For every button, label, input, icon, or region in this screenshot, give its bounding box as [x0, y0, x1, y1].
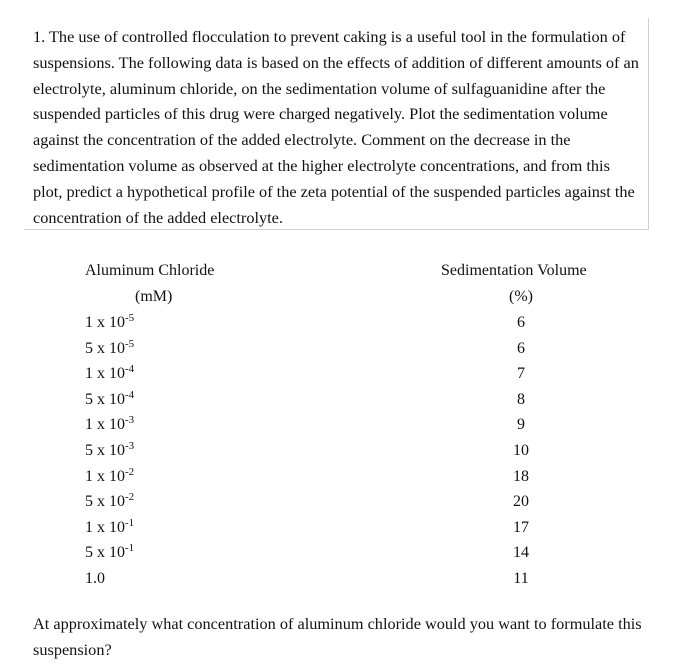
concentration-cell	[85, 438, 285, 464]
concentration-mantissa: 5 x 10	[85, 390, 125, 408]
concentration-cell	[85, 361, 285, 387]
concentration-exponent: -5	[125, 337, 135, 350]
concentration-cell	[85, 464, 285, 490]
volume-cell: 6	[517, 339, 525, 357]
concentration-unit: (mM)	[135, 288, 173, 305]
concentration-mantissa: 1 x 10	[85, 518, 125, 536]
concentration-exponent: -2	[125, 465, 135, 478]
volume-cell: 11	[513, 569, 529, 587]
volume-cell: 14	[513, 544, 529, 562]
question-text: 1. The use of controlled flocculation to prevent caking is a useful tool in the formulation of suspensions. The following data is based on the effects of addition of different amounts of an electrolyte, aluminum chloride, on the sedimentation volume of sulfaguanidine after the suspended particles of this drug were charged negatively. Plot the sedimentation volume against the concentration of the added electrolyte. Comment on the decrease in the sedimentation volume as observed at the higher electrolyte concentrations, and from this plot, predict a hypothetical profile of the zeta potential of the suspended particles against the concentration of the added electrolyte.	[33, 27, 639, 227]
concentration-cell	[85, 540, 285, 566]
concentration-exponent: -3	[125, 414, 135, 427]
volume-values	[441, 310, 611, 592]
volume-cell: 10	[513, 441, 529, 459]
volume-cell: 20	[513, 493, 529, 511]
concentration-cell	[85, 566, 285, 592]
concentration-exponent: -4	[125, 363, 135, 376]
volume-cell: 6	[517, 314, 525, 331]
volume-cell: 18	[513, 467, 529, 485]
concentration-mantissa: 5 x 10	[85, 339, 125, 357]
concentration-mantissa: 5 x 10	[85, 441, 125, 459]
concentration-exponent: -5	[125, 312, 135, 324]
volume-cell: 17	[513, 518, 529, 536]
volume-cell: 9	[517, 416, 525, 434]
concentration-exponent: -1	[125, 542, 135, 555]
followup-question: At approximately what concentration of aluminum chloride would you want to formulate this suspension?	[33, 614, 642, 659]
volume-column	[441, 258, 611, 592]
concentration-exponent: -3	[125, 439, 135, 452]
volume-header: Sedimentation Volume	[441, 262, 587, 279]
concentration-cell	[85, 515, 285, 541]
concentration-cell	[85, 489, 285, 515]
volume-unit: (%)	[509, 288, 533, 305]
concentration-values	[85, 310, 285, 592]
concentration-exponent: -4	[125, 388, 135, 401]
concentration-cell	[85, 412, 285, 438]
concentration-cell	[85, 310, 285, 336]
concentration-mantissa: 1 x 10	[85, 314, 125, 331]
concentration-cell	[85, 387, 285, 413]
concentration-column	[85, 258, 285, 592]
concentration-mantissa: 1 x 10	[85, 365, 125, 383]
volume-cell: 7	[517, 365, 525, 383]
concentration-header: Aluminum Chloride	[85, 262, 215, 279]
concentration-mantissa: 5 x 10	[85, 544, 125, 562]
concentration-mantissa: 1 x 10	[85, 467, 125, 485]
concentration-cell	[85, 336, 285, 362]
concentration-exponent: -1	[125, 516, 135, 529]
concentration-mantissa: 1 x 10	[85, 416, 125, 434]
concentration-mantissa: 1.0	[85, 569, 105, 587]
concentration-exponent: -2	[125, 491, 135, 504]
volume-cell: 8	[517, 390, 525, 408]
concentration-mantissa: 5 x 10	[85, 493, 125, 511]
